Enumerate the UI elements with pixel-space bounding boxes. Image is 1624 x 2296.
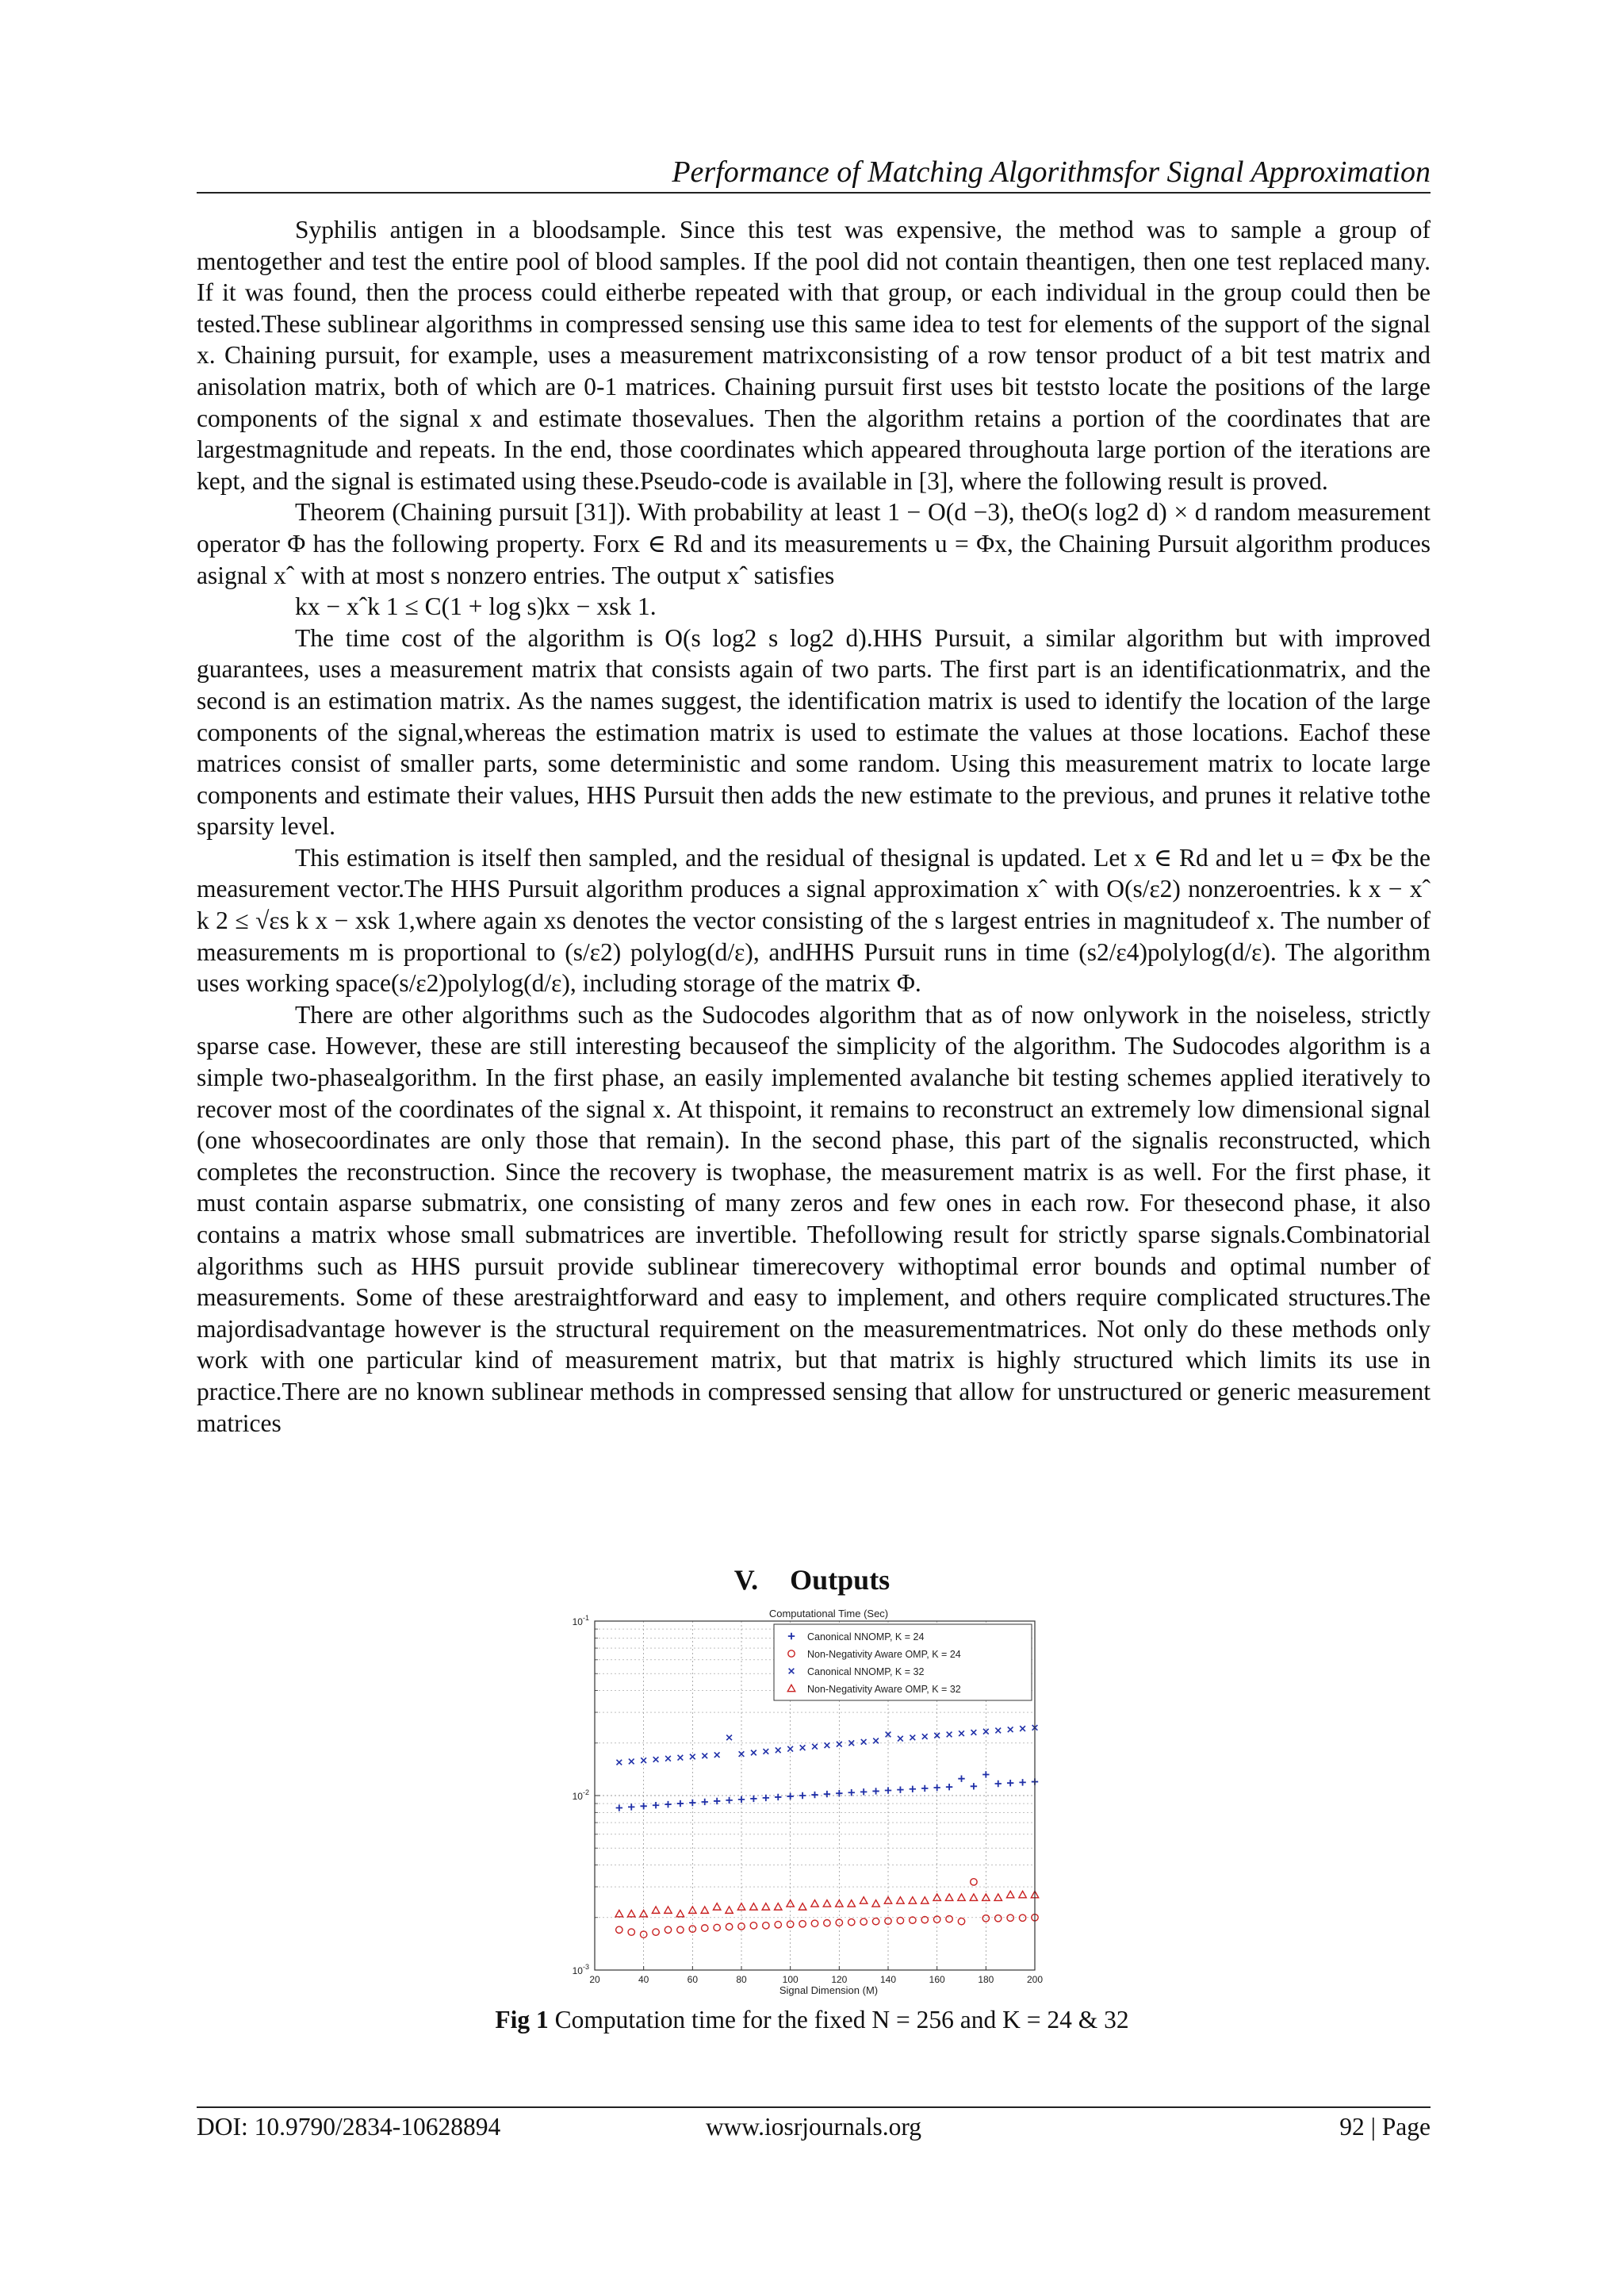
data-point bbox=[762, 1903, 769, 1910]
data-point bbox=[750, 1796, 756, 1802]
data-point bbox=[776, 1747, 781, 1753]
paragraph-formula: kx − xˆk 1 ≤ C(1 + log s)kx − xsk 1. bbox=[295, 592, 657, 621]
data-point bbox=[615, 1910, 622, 1916]
data-point bbox=[995, 1915, 1002, 1922]
article-body bbox=[197, 214, 1431, 1439]
data-point bbox=[775, 1794, 781, 1800]
data-point bbox=[751, 1750, 756, 1756]
data-point bbox=[702, 1754, 707, 1759]
data-point bbox=[763, 1749, 768, 1754]
data-point bbox=[959, 1731, 964, 1736]
data-point bbox=[800, 1745, 806, 1750]
data-point bbox=[958, 1775, 964, 1781]
data-point bbox=[750, 1903, 757, 1910]
data-point bbox=[860, 1788, 867, 1795]
header-divider bbox=[197, 192, 1431, 194]
chart-title: Computational Time (Sec) bbox=[768, 1608, 889, 1619]
data-point bbox=[848, 1789, 855, 1796]
data-point bbox=[628, 1929, 634, 1935]
section-heading bbox=[0, 1562, 1624, 1597]
data-point bbox=[945, 1894, 952, 1900]
data-point bbox=[628, 1803, 634, 1810]
data-point bbox=[689, 1907, 696, 1913]
figure-chart bbox=[567, 1604, 1051, 1999]
paragraph-time-cost: The time cost of the algorithm is O(s log2 s log2 d).HHS Pursuit, a similar algorithm but with improved guarantees, uses a measurement matrix that consists again of two parts. The first part is an identificationmatrix, and the second is an estimation matrix. As the names suggest, the identification matrix is used to identify the location of the large components of the signal,whereas the estimation matrix is used to estimate the values at those locations. Eachof these matrices consist of smaller parts, some deterministic and some random. Using this measurement matrix to locate large components and estimate their values, HHS Pursuit then adds the new estimate to the previous, and prunes it relative tothe sparsity level. bbox=[197, 623, 1431, 841]
data-point bbox=[811, 1792, 818, 1798]
x-tick-label: 80 bbox=[736, 1974, 747, 1985]
data-point bbox=[946, 1784, 952, 1790]
data-point bbox=[885, 1787, 891, 1793]
series-2 bbox=[616, 1879, 1039, 1938]
data-point bbox=[861, 1739, 867, 1745]
x-tick-label: 60 bbox=[687, 1974, 699, 1985]
data-point bbox=[799, 1921, 806, 1927]
data-point bbox=[702, 1925, 708, 1931]
figure-label: Fig 1 bbox=[495, 2006, 549, 2033]
data-point bbox=[848, 1918, 855, 1925]
data-point bbox=[690, 1754, 695, 1760]
y-tick-label: $10^{-2}$ bbox=[572, 1788, 589, 1802]
page-footer bbox=[197, 2111, 1431, 2143]
data-point bbox=[995, 1728, 1001, 1734]
data-point bbox=[1019, 1891, 1026, 1897]
data-point bbox=[922, 1734, 928, 1739]
data-point bbox=[775, 1922, 781, 1928]
section-number: V. bbox=[733, 1564, 759, 1596]
series-4 bbox=[615, 1891, 1039, 1916]
data-point bbox=[787, 1746, 793, 1752]
computational-time-chart bbox=[567, 1604, 1051, 1999]
data-point bbox=[738, 1796, 745, 1803]
data-point bbox=[812, 1744, 818, 1750]
data-point bbox=[909, 1897, 916, 1903]
x-tick-label: 100 bbox=[782, 1974, 799, 1985]
data-point bbox=[897, 1897, 904, 1903]
data-point bbox=[1019, 1915, 1025, 1921]
data-point bbox=[947, 1732, 952, 1738]
footer-divider bbox=[197, 2106, 1431, 2108]
data-point bbox=[677, 1926, 684, 1933]
data-point bbox=[726, 1907, 733, 1913]
data-point bbox=[653, 1802, 659, 1808]
section-title: Outputs bbox=[790, 1564, 891, 1596]
running-header bbox=[197, 154, 1431, 190]
data-point bbox=[897, 1917, 903, 1923]
data-point bbox=[971, 1783, 977, 1789]
data-point bbox=[1008, 1727, 1013, 1732]
data-point bbox=[726, 1923, 732, 1930]
data-point bbox=[910, 1917, 916, 1923]
x-tick-label: 180 bbox=[978, 1974, 994, 1985]
legend-entry: Canonical NNOMP, K = 24 bbox=[807, 1631, 925, 1642]
legend-entry: Canonical NNOMP, K = 32 bbox=[807, 1666, 925, 1677]
data-point bbox=[933, 1784, 940, 1791]
paragraph-theorem: Theorem (Chaining pursuit [31]). With probability at least 1 − O(d −3), theO(s log2 d) × d random measurement operator Φ has the following property. Forx ∈ Rd and its measurements u = Φx, the Chaining Pursuit algorithm produces asignal xˆ with at most s nonzero entries. The output xˆ satisfies bbox=[197, 498, 1431, 589]
data-point bbox=[910, 1735, 915, 1741]
running-title: Performance of Matching Algorithmsfor Signal Approximation bbox=[672, 155, 1431, 189]
data-point bbox=[713, 1903, 720, 1910]
data-point bbox=[995, 1780, 1002, 1787]
data-point bbox=[665, 1756, 671, 1761]
paragraph-1: Syphilis antigen in a bloodsample. Since this test was expensive, the method was to sample a group of mentogether and test the entire pool of blood samples. If the pool did not contain theantigen, then one test replaced many. If it was found, then the process could eitherbe repeated with that group, or each individual in the group could then be tested.These sublinear algorithms in compressed sensing use this same idea to test for elements of the support of the signal x. Chaining pursuit, for example, uses a measurement matrixconsisting of a row tensor product of a bit test matrix and anisolation matrix, both of which are 0-1 matrices. Chaining pursuit first uses bit teststo locate the positions of the large components of the signal x and estimate thosevalues. Then the algorithm retains a portion of the coordinates that are largestmagnitude and repeats. In the end, those coordinates which appeared throughouta large portion of the iterations are kept, and the signal is estimated using these.Pseudo-code is available in [3], where the following result is proved. bbox=[197, 216, 1431, 495]
data-point bbox=[921, 1785, 928, 1792]
data-point bbox=[714, 1924, 720, 1930]
x-tick-label: 20 bbox=[589, 1974, 600, 1985]
data-point bbox=[714, 1752, 720, 1757]
data-point bbox=[763, 1922, 769, 1929]
data-point bbox=[824, 1791, 830, 1797]
paragraph-estimation: This estimation is itself then sampled, and the residual of thesignal is updated. Let x ∈ Rd and let u = Φx be the measurement vector.The HHS Pursuit algorithm produces a signal approximation xˆ with O(s/ε2) nonzeroentries. k x − xˆ k 2 ≤ √εs k x − xsk 1,where again xs denotes the vector consisting of the s largest entries in magnitudeof x. The number of measurements m is proportional to (s/ε2) polylog(d/ε), andHHS Pursuit runs in time (s2/ε4)polylog(d/ε). The algorithm uses working space(s/ε2)polylog(d/ε), including storage of the matrix Φ. bbox=[197, 843, 1431, 998]
data-point bbox=[676, 1910, 684, 1916]
data-point bbox=[848, 1900, 855, 1907]
data-point bbox=[665, 1926, 671, 1933]
legend-entry: Non-Negativity Aware OMP, K = 24 bbox=[807, 1649, 961, 1660]
data-point bbox=[971, 1730, 977, 1735]
data-point bbox=[689, 1800, 695, 1806]
data-point bbox=[921, 1897, 929, 1903]
data-point bbox=[701, 1907, 708, 1913]
data-point bbox=[1007, 1780, 1013, 1786]
data-point bbox=[824, 1920, 830, 1926]
data-point bbox=[872, 1900, 879, 1907]
data-point bbox=[958, 1918, 964, 1924]
data-point bbox=[775, 1903, 782, 1910]
data-point bbox=[837, 1742, 842, 1747]
paragraph-sudocodes: There are other algorithms such as the Sudocodes algorithm that as of now onlywork in the noiseless, strictly sparse case. However, these are still interesting becauseof the simplicity of the algorithm. The Sudocodes algorithm is a simple two-phasealgorithm. In the first phase, an easily implemented avalanche bit testing schemes applied iteratively to recover most of the coordinates of the signal x. At thispoint, it remains to reconstruct an extremely low dimensional signal (one whosecoordinates are only those that remain). In the second phase, this part of the signalis reconstructed, which completes the reconstruction. Since the recovery is twophase, the measurement matrix is as well. For the first phase, it must contain asparse submatrix, one consisting of many zeros and few ones in each row. For thesecond phase, it also contains a matrix whose small submatrices are invertible. Thefollowing result for strictly sparse signals.Combinatorial algorithms such as HHS pursuit provide sublinear timerecovery withoptimal error bounds and optimal number of measurements. Some of these arestraightforward and easy to implement, and others require complicated structures.The majordisadvantage however is the structural requirement on the measurementmatrices. Not only do these methods only work with one particular kind of measurement matrix, but that matrix is highly structured which limits its use in practice.There are no known sublinear methods in compressed sensing that allow for unstructured or generic measurement matrices bbox=[197, 1000, 1431, 1437]
x-tick-label: 120 bbox=[831, 1974, 848, 1985]
data-point bbox=[799, 1903, 806, 1910]
legend-entry: Non-Negativity Aware OMP, K = 32 bbox=[807, 1684, 961, 1695]
data-point bbox=[946, 1916, 952, 1922]
data-point bbox=[872, 1788, 879, 1794]
data-point bbox=[811, 1900, 818, 1907]
series-1 bbox=[616, 1771, 1039, 1811]
data-point bbox=[1007, 1915, 1013, 1921]
series-3 bbox=[616, 1725, 1037, 1765]
data-point bbox=[823, 1900, 830, 1907]
data-point bbox=[750, 1922, 756, 1929]
data-point bbox=[994, 1894, 1002, 1900]
data-point bbox=[958, 1894, 965, 1900]
data-point bbox=[787, 1793, 793, 1800]
data-point bbox=[616, 1760, 622, 1765]
data-point bbox=[1019, 1779, 1025, 1785]
x-tick-label: 160 bbox=[929, 1974, 945, 1985]
data-point bbox=[982, 1771, 989, 1777]
figure-caption bbox=[0, 2004, 1624, 2036]
data-point bbox=[970, 1894, 977, 1900]
data-point bbox=[702, 1799, 708, 1805]
data-point bbox=[616, 1926, 622, 1933]
data-point bbox=[726, 1735, 732, 1741]
data-point bbox=[1020, 1726, 1025, 1731]
x-tick-label: 40 bbox=[638, 1974, 649, 1985]
data-point bbox=[860, 1918, 867, 1925]
data-point bbox=[897, 1786, 903, 1792]
data-point bbox=[910, 1786, 916, 1792]
data-point bbox=[811, 1920, 818, 1926]
figure-caption-text: Computation time for the fixed N = 256 and K = 24 & 32 bbox=[554, 2006, 1129, 2033]
y-tick-label: $10^{-3}$ bbox=[572, 1963, 589, 1976]
data-point bbox=[652, 1907, 659, 1913]
data-point bbox=[872, 1918, 879, 1924]
x-tick-label: 140 bbox=[879, 1974, 897, 1985]
chart-legend bbox=[774, 1624, 1032, 1700]
data-point bbox=[628, 1910, 635, 1916]
data-point bbox=[799, 1792, 806, 1799]
data-point bbox=[641, 1757, 646, 1763]
data-series bbox=[615, 1725, 1039, 1938]
y-tick-label: $10^{-1}$ bbox=[572, 1614, 589, 1627]
data-point bbox=[860, 1897, 867, 1903]
data-point bbox=[763, 1795, 769, 1801]
data-point bbox=[726, 1797, 732, 1803]
data-point bbox=[678, 1755, 684, 1761]
data-point bbox=[665, 1801, 671, 1807]
data-point bbox=[653, 1929, 659, 1935]
x-axis-label: Signal Dimension (M) bbox=[779, 1984, 879, 1996]
data-point bbox=[665, 1907, 672, 1913]
data-point bbox=[971, 1879, 977, 1885]
footer-doi: DOI: 10.9790/2834-10628894 bbox=[197, 2113, 501, 2141]
x-tick-label: 200 bbox=[1026, 1974, 1044, 1985]
data-point bbox=[898, 1736, 903, 1742]
data-point bbox=[677, 1800, 684, 1807]
footer-page-number: 92 | Page bbox=[1339, 2113, 1431, 2141]
data-point bbox=[873, 1738, 879, 1744]
data-point bbox=[616, 1804, 622, 1811]
data-point bbox=[737, 1903, 745, 1910]
data-point bbox=[825, 1742, 830, 1748]
data-point bbox=[653, 1757, 659, 1762]
data-point bbox=[629, 1759, 634, 1765]
data-point bbox=[640, 1803, 646, 1809]
footer-website: www.iosrjournals.org bbox=[705, 2113, 922, 2141]
data-point bbox=[1006, 1891, 1013, 1897]
